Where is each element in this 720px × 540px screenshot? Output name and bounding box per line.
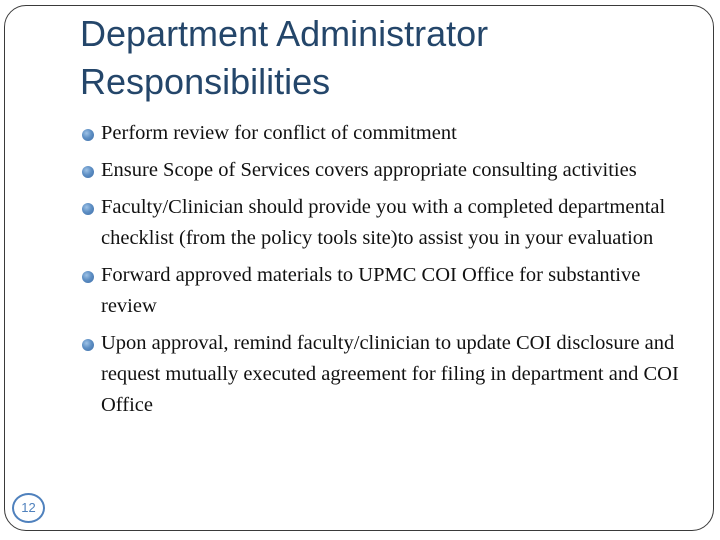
bullet-item [82, 192, 682, 254]
bullet-text: Upon approval, remind faculty/clinician to update COI disclosure and request mutually executed agreement for filing in department and COI Office [101, 332, 679, 416]
bullet-dot-icon [82, 203, 94, 215]
bullet-item [82, 328, 682, 421]
bullet-text: Perform review for conflict of commitment [101, 122, 457, 144]
bullet-text: Forward approved materials to UPMC COI Office for substantive review [101, 264, 641, 317]
slide-title-line-2: Responsibilities [80, 61, 331, 102]
slide-title-line-1: Department Administrator [80, 13, 489, 54]
bullet-item [82, 118, 682, 149]
bullet-dot-icon [82, 129, 94, 141]
bullet-dot-icon [82, 271, 94, 283]
page-number-badge: 12 [12, 493, 45, 523]
bullet-item [82, 260, 682, 322]
bullet-item [82, 155, 682, 186]
bullet-text: Faculty/Clinician should provide you with a completed departmental checklist (from the policy tools site)to assist you in your evaluation [101, 196, 666, 249]
bullet-list [82, 118, 682, 427]
bullet-text: Ensure Scope of Services covers appropriate consulting activities [101, 159, 637, 181]
slide-title [80, 10, 680, 106]
bullet-dot-icon [82, 166, 94, 178]
bullet-dot-icon [82, 339, 94, 351]
